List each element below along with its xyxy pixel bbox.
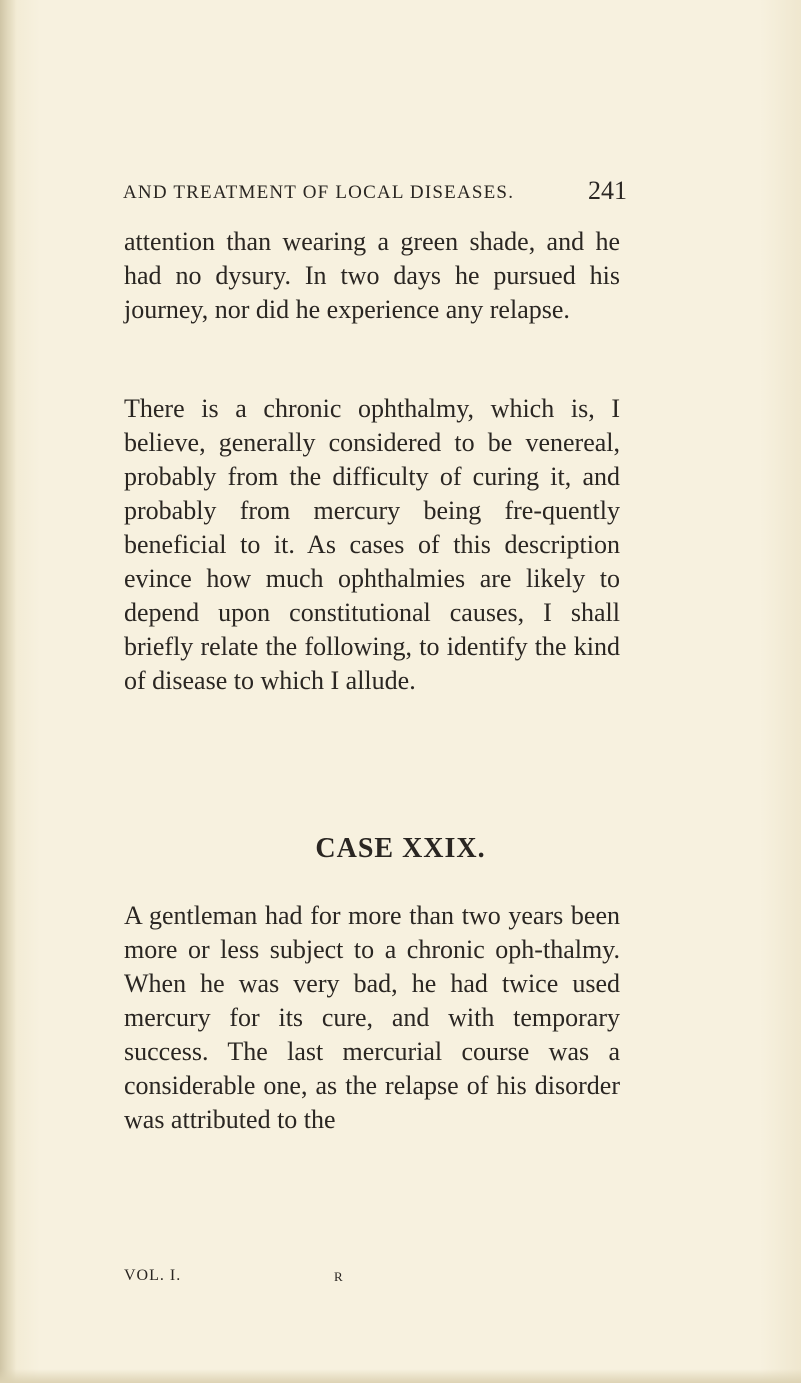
page-number: 241: [588, 176, 627, 205]
running-head-title: AND TREATMENT OF LOCAL DISEASES.: [123, 182, 515, 203]
paragraph-continued: attention than wearing a green shade, and he had no dysury. In two days he pursued his journey, nor did he experience any relapse.: [124, 227, 620, 324]
volume-mark: VOL. I.: [124, 1267, 182, 1284]
page-footer: [124, 1267, 544, 1293]
paragraph-case-xxix: A gentleman had for more than two years been more or less subject to a chronic oph-thalmy. When he was very bad, he had twice used mercury for its cure, and with temporary success. The last mercurial course was a considerable one, as the relapse of his disorder was attributed to the: [124, 901, 620, 1134]
page-gutter-shadow: [0, 0, 16, 1383]
case-heading: CASE XXIX.: [315, 833, 486, 864]
paragraph-chronic-ophthalmy: There is a chronic ophthalmy, which is, I believe, generally considered to be venereal, probably from the difficulty of curing it, and probably from mercury being fre-quently beneficial to it. As cases of this description evince how much ophthalmies are likely to depend upon constitutional causes, I shall briefly relate the following, to identify the kind of disease to which I allude.: [124, 394, 620, 695]
running-head: [123, 172, 627, 212]
signature-mark: R: [334, 1269, 344, 1284]
page-bottom-shadow: [0, 1369, 801, 1383]
